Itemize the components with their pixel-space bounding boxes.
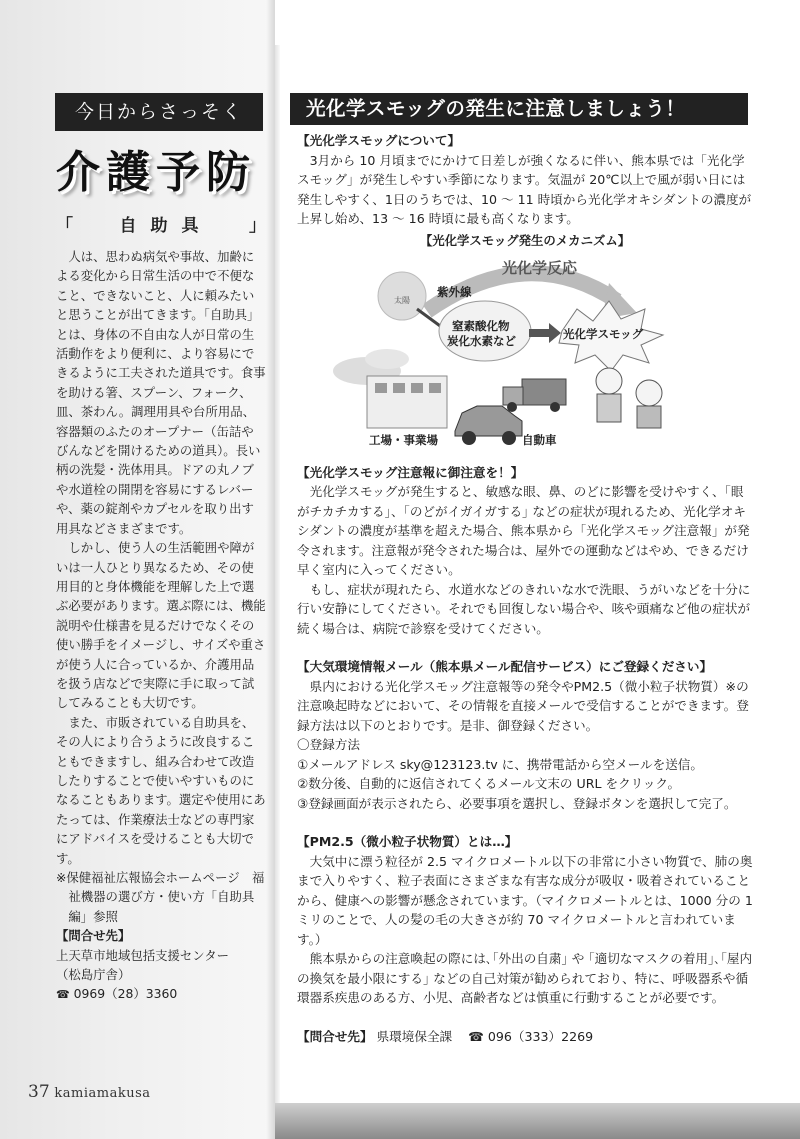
column-contact-tel bbox=[56, 984, 266, 1004]
phone-icon: ☎ bbox=[468, 1028, 484, 1044]
column-shadow bbox=[266, 0, 280, 1139]
smog-mechanism-diagram bbox=[297, 231, 753, 459]
bottom-bar bbox=[275, 1103, 800, 1139]
section-text-pm25: 大気中に漂う粒径が 2.5 マイクロメートル以下の非常に小さい物質で、肺の奥まで入りやすく、粒子表面にさまざまな有害な成分が吸収・吸着されていることから、健康への影響が懸念されています。（マイクロメートルとは、1000 分の 1 ミリのことで、人の髪の毛の大きさが約 70 マイクロメートルと言われています。） bbox=[297, 853, 753, 947]
column-contact-heading: 【問合せ先】 bbox=[56, 928, 131, 944]
reaction-label: 光化学反応 bbox=[502, 258, 578, 277]
section-heading-about: 【光化学スモッグについて】 bbox=[297, 133, 461, 148]
section-heading-pm25: 【PM2.5（微小粒子状物質）とは…】 bbox=[297, 834, 518, 849]
person-body bbox=[637, 406, 661, 428]
top-margin bbox=[275, 0, 800, 45]
uv-label: 紫外線 bbox=[437, 284, 472, 299]
section-text-warning: 光化学スモッグが発生すると、敏感な眼、鼻、のどに影響を受けやすく、｢眼がチカチカする｣、｢のどがイガイガする｣ などの症状が現れるため、光化学オキシダントの濃度が基準を超えた場合、熊本県から「光化学スモッグ注意報」が発令されます。注意報が発令された場合は、屋外での運動などはやめ、できるだけ早く室内に入ってください。 bbox=[297, 484, 750, 577]
column-paragraph: 人は、思わぬ病気や事故、加齢による変化から日常生活の中で不便なこと、できないこと、人に頼みたいと思うことが出てきます。「自助具」とは、身体の不自由な人が日常の生活動作をより便利に、より容易にできるように工夫された道具です。食事を助ける箸、スプーン、フォーク、皿、茶わん。調理用具や台所用品、容器類のふたのオープナー（缶詰やびんなどを開けるための道具）。長い柄の洗髪・洗体用具。ドアの丸ノブや水道栓の開閉を容易にするレバーや、薬の錠剤やカプセルを取り出す用具などさまざまです。 bbox=[56, 249, 266, 536]
to-smog-arrow bbox=[529, 323, 561, 343]
registration-step: ①メールアドレス sky@123123.tv に、携帯電話から空メールを送信。 bbox=[297, 756, 703, 772]
car-wheel bbox=[462, 431, 476, 445]
column-contact-place: （松島庁舎） bbox=[56, 967, 131, 983]
article-contact bbox=[297, 1027, 753, 1047]
nox-label: 窒素酸化物 bbox=[452, 318, 510, 333]
page-number: 37 bbox=[28, 1082, 50, 1102]
smog-label: 光化学スモッグ bbox=[563, 326, 644, 341]
column-contact-org: 上天草市地域包括支援センター bbox=[56, 947, 229, 963]
factory-window bbox=[375, 383, 387, 393]
registration-step: ②数分後、自動的に返信されてくるメール文末の URL をクリック。 bbox=[297, 776, 681, 791]
section-heading-warning: 【光化学スモッグ注意報に御注意を！】 bbox=[297, 464, 524, 480]
section-text-about: 3月から 10 月頃までにかけて日差しが強くなるに伴い、熊本県では「光化学スモッグ」が発生しやすい季節になります。気温が 20℃以上で風が弱い日には発生しやすく、1日のうちでは、10 ～ 11 時頃から光化学オキシダントの濃度が上昇し始め、13 ～ 16 時頃に最も高くなります。 bbox=[297, 152, 752, 226]
article-contact-heading: 【問合せ先】 bbox=[297, 1028, 373, 1044]
diagram-title: 【光化学スモッグ発生のメカニズム】 bbox=[419, 232, 631, 248]
column-header: 今日からさっそく bbox=[55, 93, 263, 131]
subtitle-open-bracket: 「 bbox=[56, 216, 73, 236]
truck-wheel bbox=[550, 402, 560, 412]
spacer bbox=[297, 1008, 753, 1027]
column-title: 介護予防 bbox=[56, 147, 256, 198]
registration-method-label: 〇登録方法 bbox=[297, 737, 360, 752]
article-header: 光化学スモッグの発生に注意しましょう！ bbox=[290, 93, 748, 125]
section-text-warning: もし、症状が現れたら、水道水などのきれいな水で洗眼、うがいなどを十分に行い安静にしてください。それでも回復しない場合や、咳や頭痛など他の症状が続く場合は、病院で診察を受けてください。 bbox=[297, 581, 751, 636]
column-note: ※保健福祉広報協会ホームページ 福祉機器の選び方・使い方「自助具編」参照 bbox=[56, 870, 265, 924]
section-text-pm25: 熊本県からの注意喚起の際には､｢外出の自粛｣ や ｢適切なマスクの着用｣､｢屋内の換気を最小限にする｣ などの自己対策が勧められており、特に、呼吸器系や循環器系疾患のある方、小児、高齢者などは慎重に行動することが必要です。 bbox=[297, 951, 753, 1005]
sun-label: 太陽 bbox=[394, 295, 410, 305]
factory-smoke bbox=[365, 349, 409, 369]
person-head bbox=[636, 380, 662, 406]
hc-label: 炭化水素など bbox=[447, 333, 516, 348]
registration-step: ③登録画面が表示されたら、必要事項を選択し、登録ボタンを選択して完了。 bbox=[297, 795, 737, 811]
car-label: 自動車 bbox=[522, 432, 557, 447]
section-text-mail: 県内における光化学スモッグ注意報等の発令やPM2.5（微小粒子状物質）※の注意喚起時などにおいて、その情報を直接メールで受信することができます。登録方法は以下のとおりです。是非、御登録ください。 bbox=[297, 678, 749, 733]
factory-label: 工場・事業場 bbox=[369, 432, 438, 447]
column-subtitle bbox=[56, 213, 266, 239]
car-wheel bbox=[502, 431, 516, 445]
article-contact-tel: 096（333）2269 bbox=[487, 1028, 594, 1044]
column-tel-number: 0969（28）3360 bbox=[73, 986, 178, 1002]
factory-window bbox=[393, 383, 405, 393]
person-head bbox=[596, 368, 622, 394]
subtitle-text: 自助具 bbox=[119, 216, 213, 236]
spacer bbox=[297, 638, 753, 657]
article-body bbox=[297, 131, 753, 1046]
factory-window bbox=[411, 383, 423, 393]
phone-icon: ☎ bbox=[56, 988, 70, 1002]
article-contact-org: 県環境保全課 bbox=[376, 1028, 453, 1044]
page-footer bbox=[28, 1082, 151, 1102]
column-body bbox=[56, 247, 266, 1005]
section-heading-mail: 【大気環境情報メール（熊本県メール配信サービス）にご登録ください】 bbox=[297, 659, 713, 674]
truck-cargo bbox=[522, 379, 566, 405]
subtitle-close-bracket: 」 bbox=[249, 216, 266, 236]
column-paragraph: また、市販されている自助具を、その人により合うように改良することもできますし、組み合わせて改造したりすることで使いやすいものになることもあります。選定や使用にあたっては、作業療法士などの専門家にアドバイスを受けることも大切です。 bbox=[56, 714, 266, 866]
person-body bbox=[597, 394, 621, 422]
spacer bbox=[297, 813, 753, 832]
publication-name: kamiamakusa bbox=[54, 1086, 151, 1101]
factory-window bbox=[429, 383, 441, 393]
column-paragraph: しかし、使う人の生活範囲や障がいは一人ひとり異なるため、その使用目的と身体機能を理解した上で選ぶ必要があります。選ぶ際には、機能説明や仕様書を見るだけでなくその使い勝手をイメージし、サイズや重さが使う人に合っているか、介護用品を扱う店などで実際に手に取って試してみることも大切です。 bbox=[56, 540, 266, 711]
